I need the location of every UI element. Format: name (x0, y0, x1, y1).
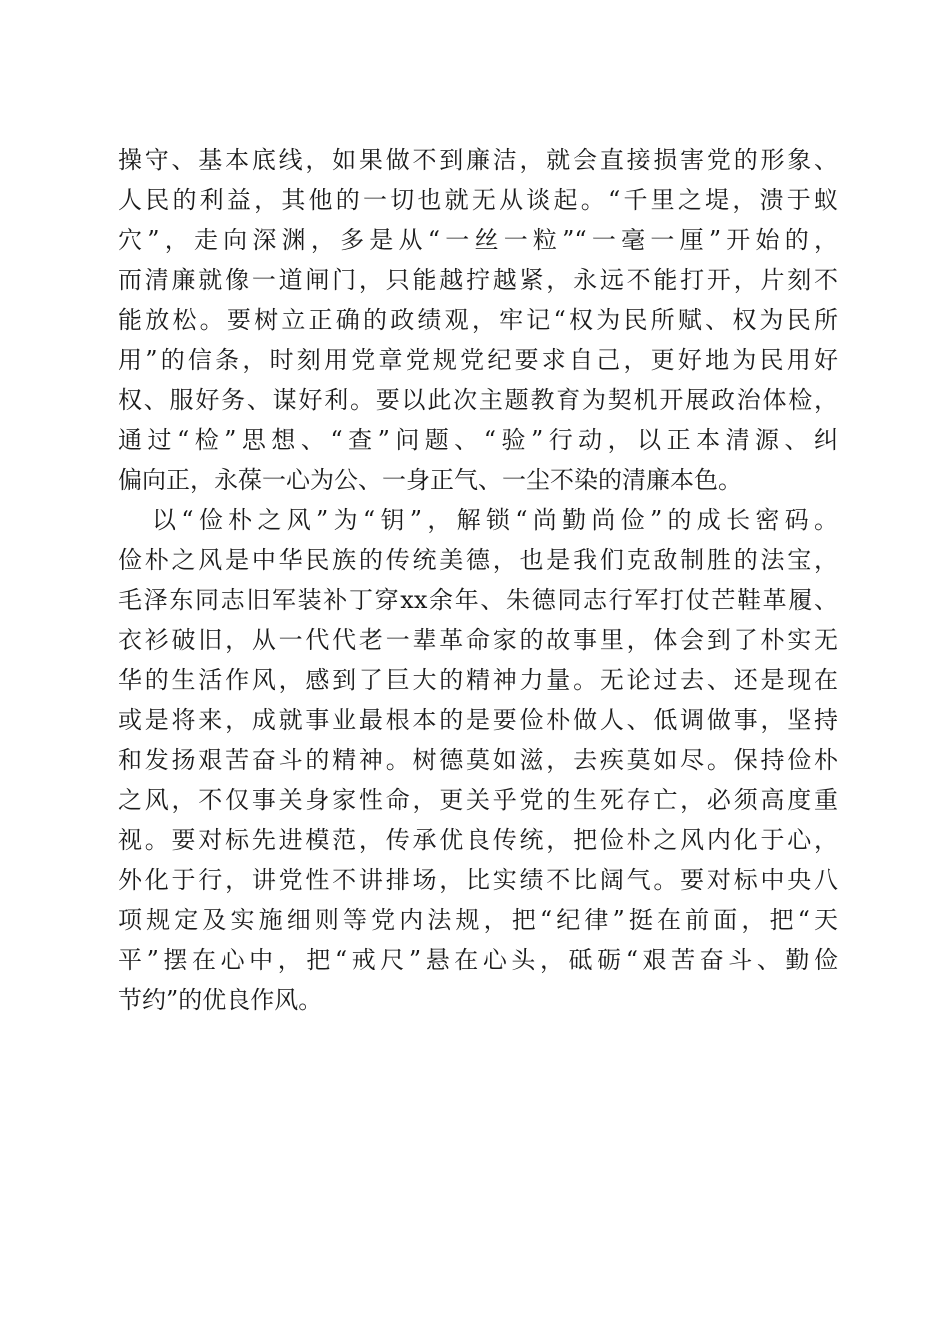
paragraph-1-line: 偏向正，永葆一心为公、一身正气、一尘不染的清廉本色。 (118, 466, 742, 494)
paragraph-1-line: 人民的利益，其他的一切也就无从谈起。“千里之堤，溃于蚁 (118, 186, 838, 214)
body-text (118, 140, 838, 1020)
paragraph-2-line: 和发扬艰苦奋斗的精神。树德莫如滋，去疾莫如尽。保持俭朴 (118, 746, 838, 774)
paragraph-2-line: 之风，不仅事关身家性命，更关乎党的生死存亡，必须高度重 (118, 786, 838, 814)
paragraph-2-line: 视。要对标先进模范，传承优良传统，把俭朴之风内化于心， (118, 826, 838, 854)
paragraph-1-line: 权、服好务、谋好利。要以此次主题教育为契机开展政治体检， (118, 386, 838, 414)
paragraph-2-line: 俭朴之风是中华民族的传统美德，也是我们克敌制胜的法宝， (118, 546, 838, 574)
paragraph-2-line: 或是将来，成就事业最根本的是要俭朴做人、低调做事，坚持 (118, 706, 838, 734)
paragraph-1-line: 而清廉就像一道闸门，只能越拧越紧，永远不能打开，片刻不 (118, 266, 838, 294)
paragraph-1-line: 用”的信条，时刻用党章党规党纪要求自己，更好地为民用好 (118, 346, 838, 374)
paragraph-2-line: 以“俭朴之风”为“钥”，解锁“尚勤尚俭”的成长密码。 (152, 506, 838, 534)
paragraph-2-line: 华的生活作风，感到了巨大的精神力量。无论过去、还是现在 (118, 666, 838, 694)
paragraph-1-line: 通过“检”思想、“查”问题、“验”行动，以正本清源、纠 (118, 426, 838, 454)
paragraph-2-line: 衣衫破旧，从一代代老一辈革命家的故事里，体会到了朴实无 (118, 626, 838, 654)
paragraph-2-line: 节约”的优良作风。 (118, 986, 323, 1014)
paragraph-2-line: 平”摆在心中，把“戒尺”悬在心头，砥砺“艰苦奋斗、勤俭 (118, 946, 838, 974)
paragraph-1-line: 能放松。要树立正确的政绩观，牢记“权为民所赋、权为民所 (118, 306, 838, 334)
paragraph-2-line: 项规定及实施细则等党内法规，把“纪律”挺在前面，把“天 (118, 906, 838, 934)
paragraph-2-line: 毛泽东同志旧军装补丁穿xx余年、朱德同志行军打仗芒鞋革履、 (118, 586, 838, 614)
paragraph-1-line: 操守、基本底线，如果做不到廉洁，就会直接损害党的形象、 (118, 146, 838, 174)
paragraph-2-line: 外化于行，讲党性不讲排场，比实绩不比阔气。要对标中央八 (118, 866, 838, 894)
paragraph-1-line: 穴”，走向深渊，多是从“一丝一粒”“一毫一厘”开始的， (118, 226, 838, 254)
